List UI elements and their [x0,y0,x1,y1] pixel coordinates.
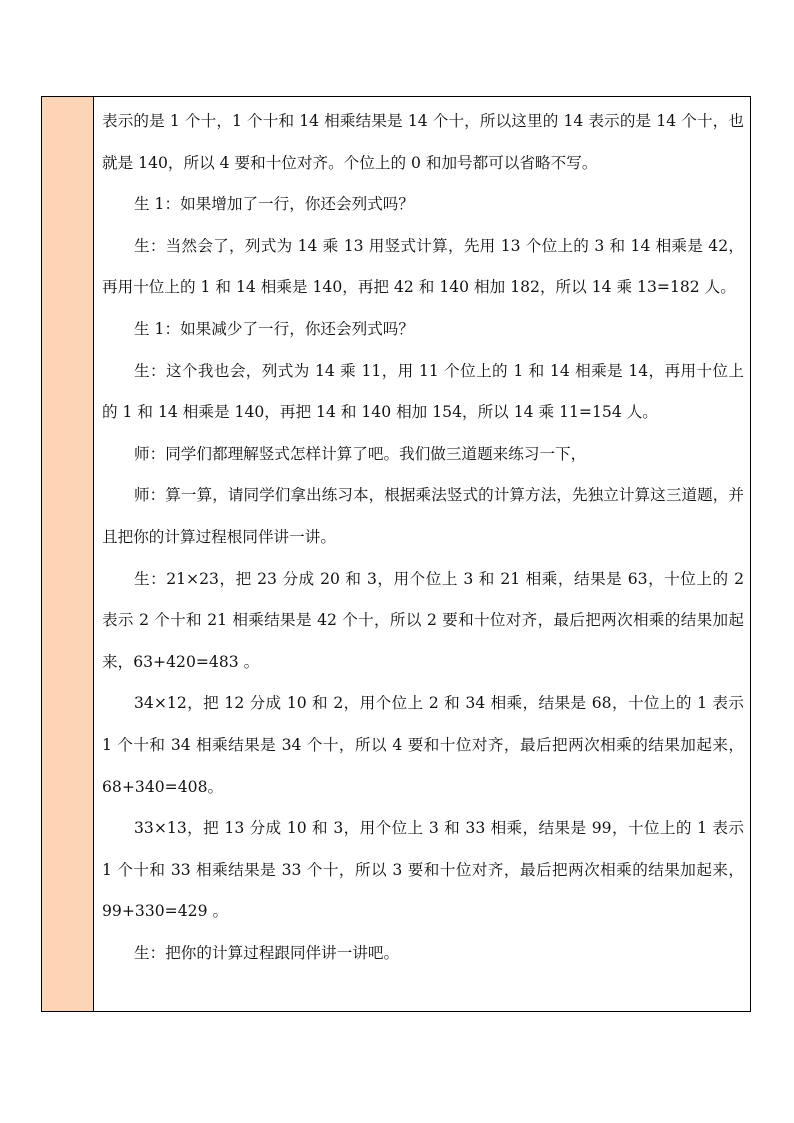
paragraph-10: 33×13，把 13 分成 10 和 3，用个位上 3 和 33 相乘，结果是 99，十位上的 1 表示 1 个十和 33 相乘结果是 33 个十，所以 3 要和十位对齐，最后把两次相乘的结果加起来，99+330=429 。 [102,819,744,921]
paragraph-11: 生：把你的计算过程跟同伴讲一讲吧。 [134,943,400,962]
paragraph-2: 生 1：如果增加了一行，你还会列式吗？ [134,195,414,214]
paragraph-3: 生：当然会了，列式为 14 乘 13 用竖式计算，先用 13 个位上的 3 和 14 相乘是 42，再用十位上的 1 和 14 相乘是 140，再把 42 和 140 相加 182，所以 14 乘 13=182 人。 [102,236,744,297]
paragraph-5: 生：这个我也会，列式为 14 乘 11，用 11 个位上的 1 和 14 相乘是 14，再用十位上的 1 和 14 相乘是 140，再把 14 和 140 相加 154，所以 14 乘 11=154 人。 [102,361,744,422]
paragraph-6: 师：同学们都理解竖式怎样计算了吧。我们做三道题来练习一下， [134,444,587,463]
paragraph-9: 34×12，把 12 分成 10 和 2，用个位上 2 和 34 相乘，结果是 68，十位上的 1 表示 1 个十和 34 相乘结果是 34 个十，所以 4 要和十位对齐，最后把两次相乘的结果加起来，68+340=408。 [102,694,744,796]
paragraph-4: 生 1：如果减少了一行，你还会列式吗？ [134,319,414,338]
paragraph-1: 表示的是 1 个十，1 个十和 14 相乘结果是 14 个十，所以这里的 14 表示的是 14 个十，也就是 140，所以 4 要和十位对齐。个位上的 0 和加号都可以省略不写。 [102,112,744,172]
left-shaded-column [42,97,94,1011]
lesson-content-cell [94,97,750,1011]
paragraph-8: 生：21×23，把 23 分成 20 和 3，用个位上 3 和 21 相乘，结果是 63，十位上的 2 表示 2 个十和 21 相乘结果是 42 个十，所以 2 要和十位对齐，最后把两次相乘的结果加起来，63+420=483 。 [102,569,744,671]
lesson-table [41,96,751,1012]
paragraph-7: 师：算一算，请同学们拿出练习本，根据乘法竖式的计算方法，先独立计算这三道题，并且把你的计算过程根同伴讲一讲。 [102,486,744,546]
